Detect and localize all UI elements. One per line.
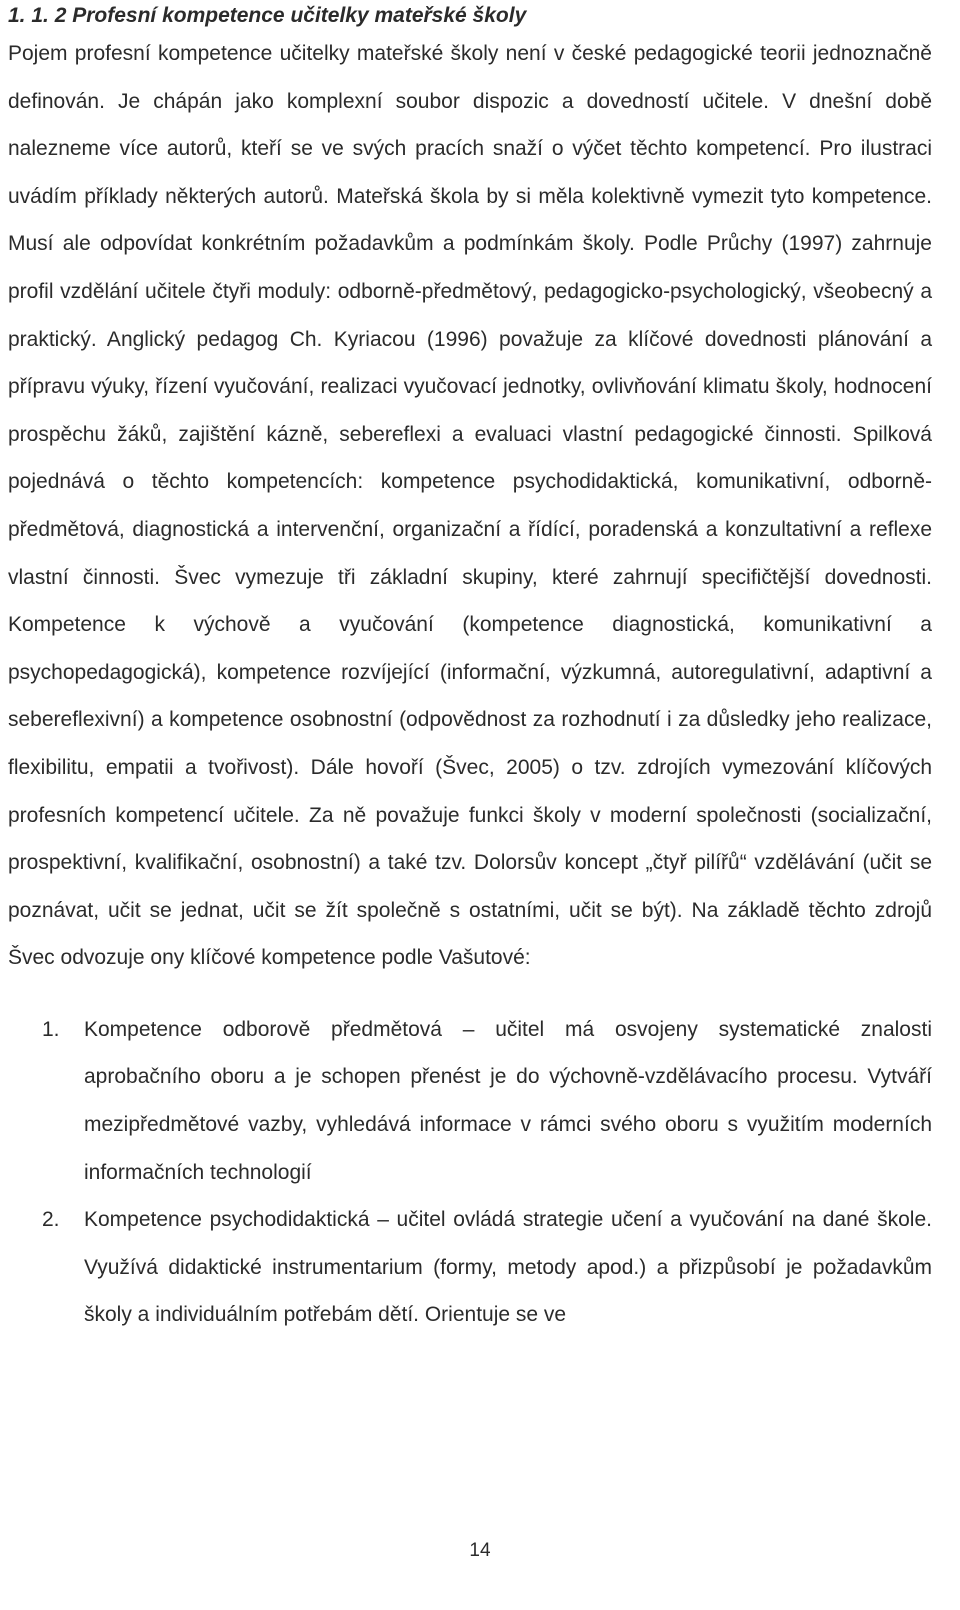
- list-item: [8, 1006, 932, 1196]
- body-paragraph: Pojem profesní kompetence učitelky mateřské školy není v české pedagogické teorii jednoznačně definován. Je chápán jako komplexní soubor dispozic a dovedností učitele. V dnešní době nalezneme více autorů, kteří se ve svých pracích snaží o výčet těchto kompetencí. Pro ilustraci uvádím příklady některých autorů. Mateřská škola by si měla kolektivně vymezit tyto kompetence. Musí ale odpovídat konkrétním požadavkům a podmínkám školy. Podle Průchy (1997) zahrnuje profil vzdělání učitele čtyři moduly: odborně-předmětový, pedagogicko-psychologický, všeobecný a praktický. Anglický pedagog Ch. Kyriacou (1996) považuje za klíčové dovednosti plánování a přípravu výuky, řízení vyučování, realizaci vyučovací jednotky, ovlivňování klimatu školy, hodnocení prospěchu žáků, zajištění kázně, sebereflexi a evaluaci vlastní pedagogické činnosti. Spilková pojednává o těchto kompetencích: kompetence psychodidaktická, komunikativní, odborně-předmětová, diagnostická a intervenční, organizační a řídící, poradenská a konzultativní a reflexe vlastní činnosti. Švec vymezuje tři základní skupiny, které zahrnují specifičtější dovednosti. Kompetence k výchově a vyučování (kompetence diagnostická, komunikativní a psychopedagogická), kompetence rozvíjející (informační, výzkumná, autoregulativní, adaptivní a sebereflexivní) a kompetence osobnostní (odpovědnost za rozhodnutí i za důsledky jeho realizace, flexibilitu, empatii a tvořivost). Dále hovoří (Švec, 2005) o tzv. zdrojích vymezování klíčových profesních kompetencí učitele. Za ně považuje funkci školy v moderní společnosti (socializační, prospektivní, kvalifikační, osobnostní) a také tzv. Dolorsův koncept „čtyř pilířů“ vzdělávání (učit se poznávat, učit se jednat, učit se žít společně s ostatními, učit se být). Na základě těchto zdrojů Švec odvozuje ony klíčové kompetence podle Vašutové:: [8, 42, 932, 970]
- list-item: [8, 1196, 932, 1339]
- page-number: 14: [469, 1540, 491, 1561]
- competence-list: [8, 1006, 932, 1339]
- list-item-number: 1.: [42, 1017, 60, 1041]
- list-item-number: 2.: [42, 1208, 60, 1232]
- list-item-text: Kompetence odborově předmětová – učitel má osvojeny systematické znalosti aprobačního oboru a je schopen přenést je do výchovně-vzdělávacího procesu. Vytváří mezipředmětové vazby, vyhledává informace v rámci svého oboru s využitím moderních informačních technologií: [84, 1017, 932, 1184]
- list-item-text: Kompetence psychodidaktická – učitel ovládá strategie učení a vyučování na dané škole. Využívá didaktické instrumentarium (formy, metody apod.) a přizpůsobí je požadavkům školy a individuálním potřebám dětí. Orientuje se ve: [84, 1208, 932, 1327]
- section-heading: 1. 1. 2 Profesní kompetence učitelky mateřské školy: [8, 4, 527, 27]
